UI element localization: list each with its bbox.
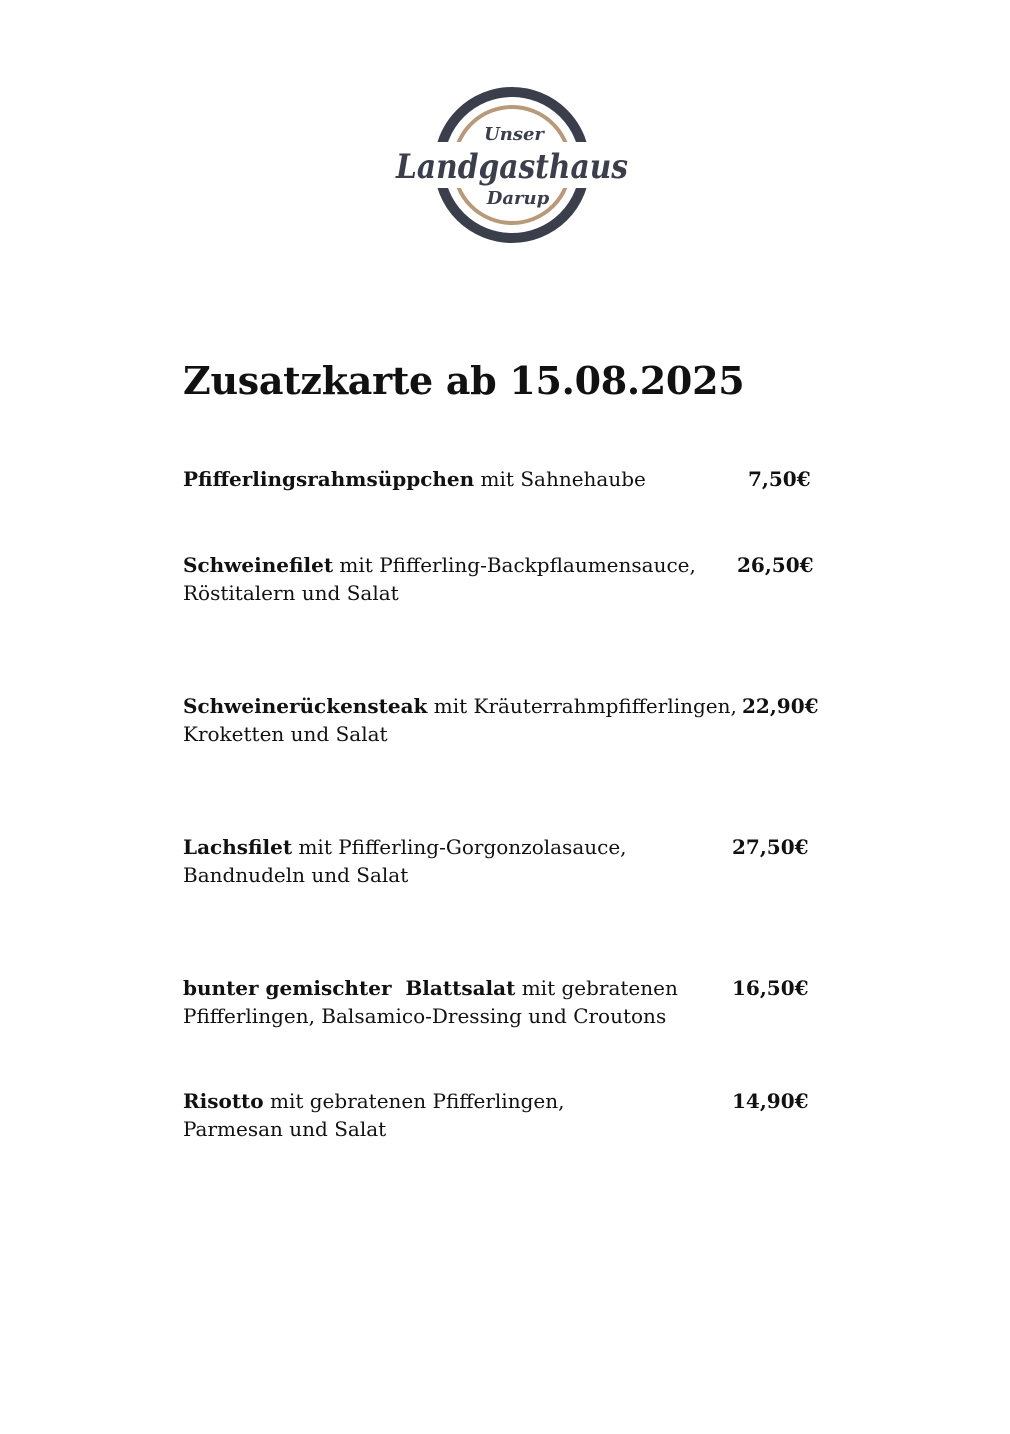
menu-item-description bbox=[183, 551, 696, 607]
dish-description: mit Sahnehaube bbox=[474, 467, 646, 491]
dish-description: mit Pfifferling-Gorgonzolasauce, bbox=[292, 835, 627, 859]
dish-name: Schweinefilet bbox=[183, 553, 334, 577]
menu-item-description bbox=[183, 833, 627, 889]
dish-description: mit Kräuterrahmpfifferlingen, bbox=[427, 694, 737, 718]
dish-description-line2: Kroketten und Salat bbox=[183, 722, 388, 746]
dish-description: mit gebratenen bbox=[515, 976, 678, 1000]
menu-item-description bbox=[183, 692, 737, 748]
dish-name: Lachsfilet bbox=[183, 835, 293, 859]
dish-description-line2: Röstitalern und Salat bbox=[183, 581, 399, 605]
dish-price: 26,50€ bbox=[737, 553, 814, 577]
logo-text-darup: Darup bbox=[486, 188, 550, 209]
dish-description-line2: Parmesan und Salat bbox=[183, 1117, 387, 1141]
menu-item-description bbox=[183, 1087, 564, 1143]
dish-name: Pfifferlingsrahmsüppchen bbox=[183, 467, 475, 491]
restaurant-logo bbox=[390, 82, 635, 248]
logo-text-unser: Unser bbox=[484, 124, 544, 145]
dish-price: 7,50€ bbox=[748, 467, 811, 491]
menu-item-description bbox=[183, 974, 678, 1030]
menu-item-description bbox=[183, 465, 646, 493]
dish-price: 14,90€ bbox=[732, 1089, 809, 1113]
dish-price: 22,90€ bbox=[742, 694, 819, 718]
dish-name: Risotto bbox=[183, 1089, 264, 1113]
dish-description-line2: Bandnudeln und Salat bbox=[183, 863, 409, 887]
dish-price: 27,50€ bbox=[732, 835, 809, 859]
dish-description: mit gebratenen Pfifferlingen, bbox=[263, 1089, 565, 1113]
dish-description-line2: Pfifferlingen, Balsamico-Dressing und Croutons bbox=[183, 1004, 667, 1028]
dish-name: Schweinerückensteak bbox=[183, 694, 428, 718]
dish-price: 16,50€ bbox=[732, 976, 809, 1000]
dish-name: bunter gemischter Blattsalat bbox=[183, 976, 516, 1000]
logo-text-landgasthaus: Landgasthaus bbox=[395, 147, 628, 187]
menu-title: Zusatzkarte ab 15.08.2025 bbox=[183, 358, 745, 403]
dish-description: mit Pfifferling-Backpflaumensauce, bbox=[333, 553, 696, 577]
